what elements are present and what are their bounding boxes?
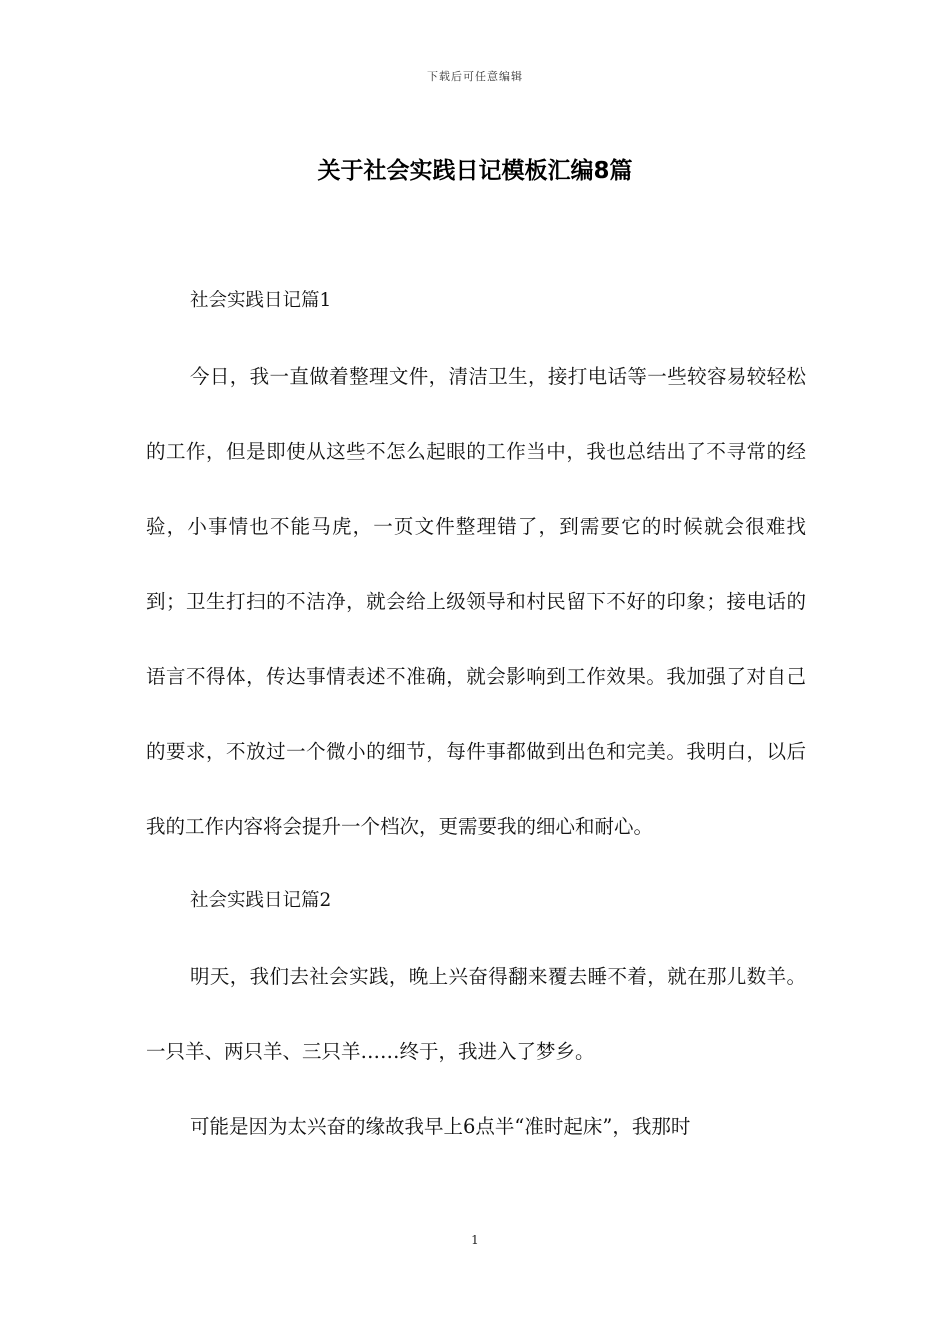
section-heading-2: 社会实践日记篇2 xyxy=(190,890,332,911)
paragraph: 可能是因为太兴奋的缘故我早上6点半“准时起床”，我那时 xyxy=(190,1115,691,1138)
paragraph: 今日，我一直做着整理文件，清洁卫生，接打电话等一些较容易较轻松的工作，但是即使从这些不怎么起眼的工作当中，我也总结出了不寻常的经验，小事情也不能马虎，一页文件整理错了，到需要它的时候就会很难找到；卫生打扫的不洁净，就会给上级领导和村民留下不好的印象；接电话的语言不得体，传达事情表述不准确，就会影响到工作效果。我加强了对自己的要求，不放过一个微小的细节，每件事都做到出色和完美。我明白，以后我的工作内容将会提升一个档次，更需要我的细心和耐心。 xyxy=(146,365,806,838)
document-title: 关于社会实践日记模板汇编8篇 xyxy=(317,158,633,184)
document-body xyxy=(146,282,806,1182)
header-note: 下载后可任意编辑 xyxy=(427,70,523,83)
page-number: 1 xyxy=(471,1233,479,1247)
paragraph: 明天，我们去社会实践，晚上兴奋得翻来覆去睡不着，就在那儿数羊。一只羊、两只羊、三只羊……终于，我进入了梦乡。 xyxy=(146,965,806,1063)
section-heading-1: 社会实践日记篇1 xyxy=(190,290,332,311)
